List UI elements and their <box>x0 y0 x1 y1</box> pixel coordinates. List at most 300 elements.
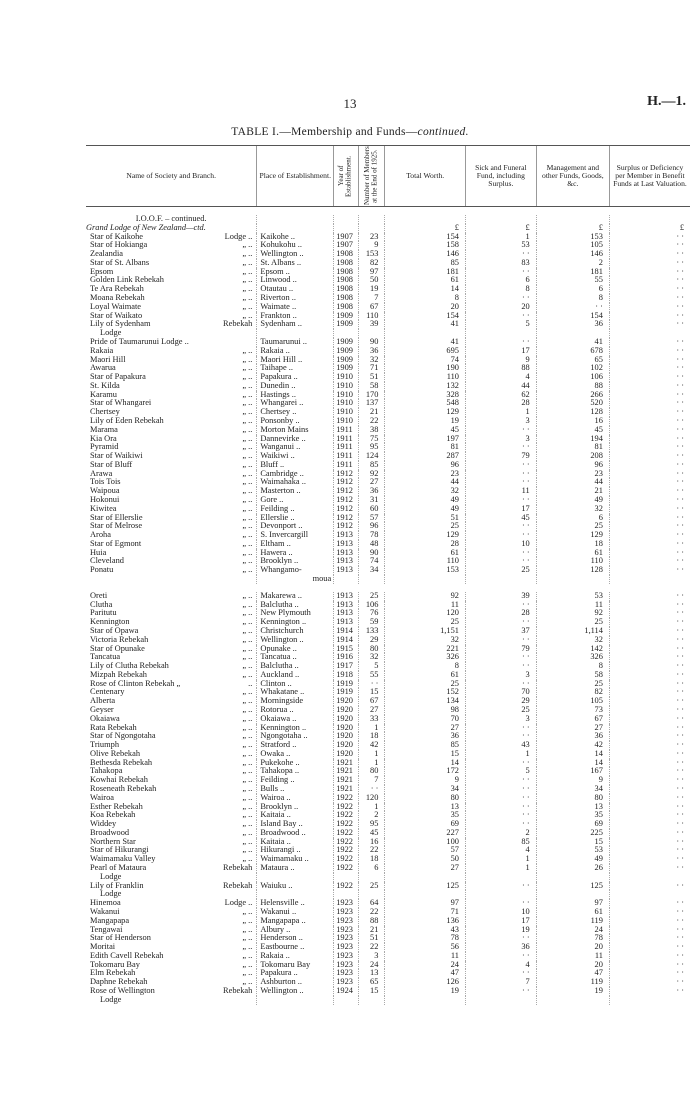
member-count: 1 <box>358 759 385 768</box>
year-established: 1922 <box>334 794 358 803</box>
society-name-text: Wairoa <box>90 793 114 802</box>
management-fund: 11 <box>536 952 609 961</box>
place-name: Waiuku .. <box>257 882 334 891</box>
sick-fund: · · <box>465 557 536 566</box>
total-worth: 61 <box>385 671 466 680</box>
society-name-text: Geyser <box>90 705 114 714</box>
society-name <box>86 575 257 584</box>
year-established <box>334 890 358 899</box>
surplus-per-member: · · <box>609 312 690 321</box>
sick-fund: · · <box>465 952 536 961</box>
society-name <box>86 250 257 259</box>
ditto-mark: Rebekah <box>223 320 253 329</box>
ditto-mark: „ .. <box>242 566 253 575</box>
year-established: 1909 <box>334 320 358 329</box>
management-fund: 53 <box>536 846 609 855</box>
sick-fund: 3 <box>465 715 536 724</box>
table-row <box>86 435 690 444</box>
member-count: 23 <box>358 233 385 242</box>
ditto-mark: „ .. <box>242 241 253 250</box>
management-fund: 16 <box>536 417 609 426</box>
member-count: 59 <box>358 618 385 627</box>
surplus-per-member: · · <box>609 241 690 250</box>
place-name: Brooklyn .. <box>257 557 334 566</box>
surplus-per-member: · · <box>609 452 690 461</box>
member-count: 170 <box>358 391 385 400</box>
year-established: 1921 <box>334 776 358 785</box>
table-row <box>86 320 690 329</box>
header-year <box>334 146 358 207</box>
year-established: 1908 <box>334 294 358 303</box>
member-count: 60 <box>358 505 385 514</box>
society-name <box>86 653 257 662</box>
society-name-text: Maori Hill <box>90 355 126 364</box>
management-fund: 41 <box>536 338 609 347</box>
society-name <box>86 426 257 435</box>
member-count <box>358 890 385 899</box>
ditto-mark: „ .. <box>242 978 253 987</box>
ditto-mark: „ .. <box>242 557 253 566</box>
total-worth: 172 <box>385 767 466 776</box>
table-row <box>86 794 690 803</box>
year-established: 1922 <box>334 838 358 847</box>
ditto-mark: „ .. <box>242 408 253 417</box>
place-name: Makarewa .. <box>257 592 334 601</box>
place-name: Wairoa .. <box>257 794 334 803</box>
society-name <box>86 312 257 321</box>
management-fund <box>536 329 609 338</box>
member-count: 1 <box>358 750 385 759</box>
member-count: 13 <box>358 969 385 978</box>
place-name: Bulls .. <box>257 785 334 794</box>
sick-fund <box>465 873 536 882</box>
society-name <box>86 373 257 382</box>
management-fund: 153 <box>536 233 609 242</box>
place-name: Albury .. <box>257 926 334 935</box>
surplus-per-member: · · <box>609 838 690 847</box>
surplus-per-member: · · <box>609 285 690 294</box>
surplus-per-member: · · <box>609 276 690 285</box>
management-fund: 25 <box>536 680 609 689</box>
member-count: 15 <box>358 688 385 697</box>
surplus-per-member: · · <box>609 592 690 601</box>
table-row <box>86 996 690 1005</box>
sick-fund: · · <box>465 653 536 662</box>
total-worth: 71 <box>385 908 466 917</box>
place-name: Christchurch <box>257 627 334 636</box>
society-name <box>86 549 257 558</box>
surplus-per-member: · · <box>609 645 690 654</box>
year-established: 1920 <box>334 697 358 706</box>
society-name-text: Hinemoa <box>90 899 121 908</box>
society-name-text: Northern Star <box>90 837 136 846</box>
place-name: Wellington .. <box>257 250 334 259</box>
ditto-mark: „ .. <box>242 504 253 513</box>
surplus-per-member: · · <box>609 943 690 952</box>
surplus-per-member: · · <box>609 934 690 943</box>
management-fund: 82 <box>536 688 609 697</box>
sick-fund: · · <box>465 724 536 733</box>
sick-fund: · · <box>465 601 536 610</box>
society-name <box>86 864 257 873</box>
management-fund: · · <box>536 303 609 312</box>
sick-fund: 7 <box>465 978 536 987</box>
table-row <box>86 417 690 426</box>
society-name <box>86 794 257 803</box>
society-name <box>86 855 257 864</box>
society-name-text: Koa Rebekah <box>90 811 136 820</box>
ditto-mark: „ .. <box>242 443 253 452</box>
management-fund: 15 <box>536 838 609 847</box>
year-established <box>334 873 358 882</box>
sick-fund: 79 <box>465 645 536 654</box>
society-name-text: Hokonui <box>90 496 120 504</box>
surplus-per-member: · · <box>609 417 690 426</box>
society-name <box>86 514 257 523</box>
place-name: Eltham .. <box>257 540 334 549</box>
member-count: 24 <box>358 961 385 970</box>
table-row <box>86 864 690 873</box>
table-row <box>86 241 690 250</box>
table-row <box>86 811 690 820</box>
sick-fund: · · <box>465 820 536 829</box>
total-worth: 15 <box>385 750 466 759</box>
total-worth: 74 <box>385 356 466 365</box>
society-name <box>86 697 257 706</box>
society-name-text: Awarua <box>90 364 116 373</box>
year-established: 1907 <box>334 241 358 250</box>
sick-fund: 3 <box>465 435 536 444</box>
management-fund: 14 <box>536 750 609 759</box>
total-worth: 32 <box>385 636 466 645</box>
management-fund: 102 <box>536 364 609 373</box>
society-name-text: Kia Ora <box>90 434 117 443</box>
society-name-text: Pride of Taumarunui Lodge .. <box>90 337 189 346</box>
year-established: 1908 <box>334 276 358 285</box>
table-row <box>86 724 690 733</box>
society-name <box>86 899 257 908</box>
year-established: 1913 <box>334 549 358 558</box>
ditto-mark: „ .. <box>242 749 253 758</box>
place-name: Papakura .. <box>257 373 334 382</box>
management-fund: 49 <box>536 855 609 864</box>
member-count: 124 <box>358 452 385 461</box>
member-count: 90 <box>358 549 385 558</box>
place-name: Otautau .. <box>257 285 334 294</box>
management-fund: 24 <box>536 926 609 935</box>
society-name <box>86 461 257 470</box>
year-established: 1923 <box>334 899 358 908</box>
management-fund: 58 <box>536 671 609 680</box>
ditto-mark: „ .. <box>242 250 253 259</box>
ditto-mark: „ .. <box>242 943 253 952</box>
society-name-text: Wakanui <box>90 907 120 916</box>
ditto-mark: Rebekah <box>223 986 253 995</box>
table-row <box>86 312 690 321</box>
management-fund: 32 <box>536 636 609 645</box>
society-name-text: Golden Link Rebekah <box>90 276 164 285</box>
member-count: 34 <box>358 566 385 575</box>
member-count <box>358 329 385 338</box>
table-row <box>86 829 690 838</box>
member-count: 96 <box>358 522 385 531</box>
surplus-per-member: · · <box>609 688 690 697</box>
ditto-mark: „ .. <box>242 469 253 478</box>
table-body <box>86 207 690 1005</box>
header-place: Place of Establishment. <box>257 146 334 207</box>
sick-fund: · · <box>465 294 536 303</box>
year-established: 1913 <box>334 609 358 618</box>
society-name <box>86 662 257 671</box>
surplus-per-member: · · <box>609 609 690 618</box>
surplus-per-member: · · <box>609 969 690 978</box>
total-worth: 35 <box>385 811 466 820</box>
society-name <box>86 732 257 741</box>
surplus-per-member: · · <box>609 680 690 689</box>
surplus-per-member: · · <box>609 382 690 391</box>
management-fund: 61 <box>536 908 609 917</box>
total-worth: 9 <box>385 776 466 785</box>
society-name-text: Zealandia <box>90 250 124 259</box>
sick-fund: · · <box>465 478 536 487</box>
member-count: 25 <box>358 592 385 601</box>
year-established: 1920 <box>334 741 358 750</box>
table-row <box>86 592 690 601</box>
sick-fund: 17 <box>465 347 536 356</box>
management-fund: 81 <box>536 443 609 452</box>
society-name <box>86 706 257 715</box>
sick-fund: 17 <box>465 917 536 926</box>
ditto-mark: „ .. <box>242 714 253 723</box>
management-fund: 27 <box>536 724 609 733</box>
sick-fund: · · <box>465 461 536 470</box>
surplus-per-member: · · <box>609 505 690 514</box>
ditto-mark: „ .. <box>242 907 253 916</box>
sick-fund <box>465 329 536 338</box>
total-worth: 61 <box>385 549 466 558</box>
management-fund: 32 <box>536 505 609 514</box>
member-count: 95 <box>358 443 385 452</box>
sick-fund: 25 <box>465 706 536 715</box>
member-count: 67 <box>358 697 385 706</box>
society-name-text: Lily of Clutha Rebekah <box>90 662 169 671</box>
sick-fund: · · <box>465 776 536 785</box>
place-name <box>257 890 334 899</box>
management-fund: 119 <box>536 978 609 987</box>
place-name: Sydenham .. <box>257 320 334 329</box>
sick-fund: · · <box>465 987 536 996</box>
sick-fund <box>465 575 536 584</box>
society-name <box>86 540 257 549</box>
management-fund: 36 <box>536 732 609 741</box>
lodge-heading-row <box>86 224 690 233</box>
member-count: 42 <box>358 741 385 750</box>
sick-fund: · · <box>465 662 536 671</box>
sick-fund: · · <box>465 338 536 347</box>
sick-fund: 44 <box>465 382 536 391</box>
year-established: 1910 <box>334 399 358 408</box>
year-established: 1911 <box>334 435 358 444</box>
table-row <box>86 461 690 470</box>
total-worth: 221 <box>385 645 466 654</box>
society-name <box>86 391 257 400</box>
society-name-text: Te Ara Rebekah <box>90 285 144 294</box>
table-row <box>86 618 690 627</box>
place-name: Kohukohu .. <box>257 241 334 250</box>
year-established: 1920 <box>334 724 358 733</box>
sick-fund: 10 <box>465 908 536 917</box>
member-count: 55 <box>358 671 385 680</box>
header-members <box>358 146 385 207</box>
society-name-text: Tahakopa <box>90 767 123 776</box>
surplus-per-member: · · <box>609 627 690 636</box>
sick-fund: · · <box>465 803 536 812</box>
management-fund: 520 <box>536 399 609 408</box>
society-name-text: Widdey <box>90 820 117 829</box>
surplus-per-member: · · <box>609 715 690 724</box>
place-name: Wellington .. <box>257 636 334 645</box>
sick-fund: 3 <box>465 417 536 426</box>
place-name: Papakura .. <box>257 969 334 978</box>
management-fund: 19 <box>536 987 609 996</box>
society-name <box>86 329 257 338</box>
management-fund: 73 <box>536 706 609 715</box>
member-count: 97 <box>358 268 385 277</box>
total-worth: 45 <box>385 426 466 435</box>
society-name <box>86 285 257 294</box>
table-row <box>86 364 690 373</box>
total-worth: 134 <box>385 697 466 706</box>
year-established: 1923 <box>334 961 358 970</box>
table-row <box>86 943 690 952</box>
management-fund: 13 <box>536 803 609 812</box>
member-count: 51 <box>358 934 385 943</box>
society-name-text: Pyramid <box>90 443 119 452</box>
year-established: 1922 <box>334 811 358 820</box>
ditto-mark: „ .. <box>242 960 253 969</box>
year-established: 1922 <box>334 855 358 864</box>
sick-fund: · · <box>465 785 536 794</box>
management-fund: 34 <box>536 785 609 794</box>
spacer-row <box>86 584 690 592</box>
society-name-text: Daphne Rebekah <box>90 978 148 987</box>
title-cont: continued. <box>417 126 469 138</box>
place-name: Ellerslie .. <box>257 514 334 523</box>
place-name: Eastbourne .. <box>257 943 334 952</box>
member-count: 75 <box>358 435 385 444</box>
management-fund: 80 <box>536 794 609 803</box>
society-name-text: Paritutu <box>90 609 117 618</box>
sick-fund: 2 <box>465 829 536 838</box>
surplus-per-member: · · <box>609 926 690 935</box>
table-title <box>0 126 700 138</box>
table-row <box>86 496 690 505</box>
management-fund: 9 <box>536 776 609 785</box>
ditto-mark: „ .. <box>242 539 253 548</box>
surplus-per-member: · · <box>609 522 690 531</box>
member-count: 64 <box>358 899 385 908</box>
table-row <box>86 627 690 636</box>
year-established: 1921 <box>334 785 358 794</box>
year-established: 1908 <box>334 285 358 294</box>
place-name: Whangamo- <box>257 566 334 575</box>
place-name: Owaka .. <box>257 750 334 759</box>
place-name: Frankton .. <box>257 312 334 321</box>
member-count: 36 <box>358 487 385 496</box>
total-worth: 152 <box>385 688 466 697</box>
total-worth: 129 <box>385 531 466 540</box>
header-mgmt: Management and other Funds, Goods, &c. <box>536 146 609 207</box>
ditto-mark: „ .. <box>242 969 253 978</box>
total-worth: 8 <box>385 662 466 671</box>
year-established: 1922 <box>334 803 358 812</box>
total-worth: 190 <box>385 364 466 373</box>
society-name-text: Rose of Wellington <box>90 986 155 995</box>
society-name <box>86 776 257 785</box>
sick-fund: · · <box>465 899 536 908</box>
management-fund: 128 <box>536 408 609 417</box>
society-name <box>86 338 257 347</box>
year-established: 1923 <box>334 917 358 926</box>
place-name: Hawera .. <box>257 549 334 558</box>
management-fund <box>536 575 609 584</box>
place-name: Ashburton .. <box>257 978 334 987</box>
society-name-text: Elm Rebekah <box>90 969 136 978</box>
year-established: 1923 <box>334 934 358 943</box>
management-fund <box>536 890 609 899</box>
management-fund: 42 <box>536 741 609 750</box>
society-heading-row <box>86 215 690 224</box>
society-name-text: Epsom <box>90 267 114 276</box>
management-fund: 167 <box>536 767 609 776</box>
sick-fund: · · <box>465 470 536 479</box>
sick-fund: 1 <box>465 233 536 242</box>
member-count: 110 <box>358 312 385 321</box>
total-worth: 49 <box>385 496 466 505</box>
management-fund: 208 <box>536 452 609 461</box>
member-count: 36 <box>358 347 385 356</box>
year-established: 1913 <box>334 566 358 575</box>
place-name: Opunake .. <box>257 645 334 654</box>
total-worth: 197 <box>385 435 466 444</box>
ditto-mark: „ .. <box>242 837 253 846</box>
sick-fund: · · <box>465 522 536 531</box>
management-fund: 65 <box>536 356 609 365</box>
member-count: 32 <box>358 653 385 662</box>
society-name-text: Lodge <box>100 890 122 899</box>
total-worth: 41 <box>385 338 466 347</box>
society-name <box>86 627 257 636</box>
ditto-mark: „ .. <box>242 828 253 837</box>
society-name <box>86 882 257 891</box>
management-fund: 35 <box>536 811 609 820</box>
table-row <box>86 961 690 970</box>
member-count: 153 <box>358 250 385 259</box>
ditto-mark: Lodge .. <box>224 899 253 908</box>
table-row <box>86 285 690 294</box>
surplus-per-member: · · <box>609 908 690 917</box>
society-name <box>86 618 257 627</box>
member-count: · · <box>358 680 385 689</box>
year-established: 1910 <box>334 373 358 382</box>
sick-fund: · · <box>465 732 536 741</box>
society-name <box>86 417 257 426</box>
place-name: Rakaia .. <box>257 952 334 961</box>
society-name <box>86 969 257 978</box>
total-worth: 69 <box>385 820 466 829</box>
surplus-per-member: · · <box>609 496 690 505</box>
table-row <box>86 452 690 461</box>
